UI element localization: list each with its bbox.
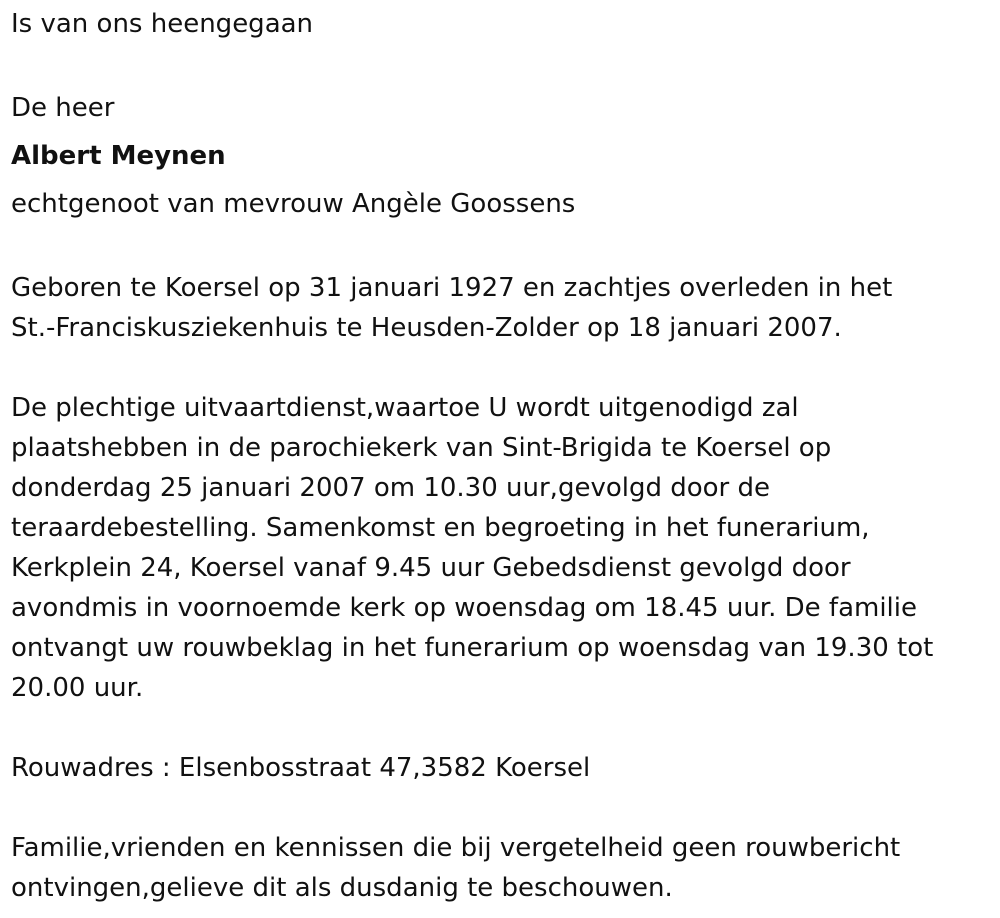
- paragraph-line: De plechtige uitvaartdienst,waartoe U wordt uitgenodigd zal: [11, 393, 799, 423]
- funeral-paragraph: [11, 388, 1000, 708]
- spacer: [11, 44, 1000, 84]
- birth-death-paragraph: [11, 268, 1000, 348]
- paragraph-line: Kerkplein 24, Koersel vanaf 9.45 uur Gebedsdienst gevolgd door: [11, 553, 851, 583]
- paragraph-line: avondmis in voornoemde kerk op woensdag om 18.45 uur. De familie: [11, 593, 918, 623]
- spacer: [11, 228, 1000, 268]
- paragraph-line: donderdag 25 januari 2007 om 10.30 uur,gevolgd door de: [11, 473, 771, 503]
- paragraph-line: plaatshebben in de parochiekerk van Sint-Brigida te Koersel op: [11, 433, 832, 463]
- spacer: [11, 348, 1000, 388]
- closing-paragraph: [11, 828, 1000, 908]
- paragraph-line: 20.00 uur.: [11, 673, 144, 703]
- deceased-name: Albert Meynen: [11, 141, 226, 171]
- paragraph-line: teraardebestelling. Samenkomst en begroeting in het funerarium,: [11, 513, 870, 543]
- spacer: [11, 708, 1000, 748]
- paragraph-line: Familie,vrienden en kennissen die bij vergetelheid geen rouwbericht: [11, 833, 901, 863]
- spouse-line: echtgenoot van mevrouw Angèle Goossens: [11, 189, 576, 219]
- paragraph-line: ontvingen,gelieve dit als dusdanig te beschouwen.: [11, 873, 673, 903]
- paragraph-line: ontvangt uw rouwbeklag in het funerarium op woensdag van 19.30 tot: [11, 633, 934, 663]
- paragraph-line: Geboren te Koersel op 31 januari 1927 en zachtjes overleden in het: [11, 273, 893, 303]
- mourning-address: Rouwadres : Elsenbosstraat 47,3582 Koersel: [11, 753, 591, 783]
- paragraph-line: St.-Franciskusziekenhuis te Heusden-Zolder op 18 januari 2007.: [11, 313, 842, 343]
- intro-text: Is van ons heengegaan: [11, 9, 314, 39]
- honorific-title: De heer: [11, 93, 115, 123]
- spacer: [11, 788, 1000, 828]
